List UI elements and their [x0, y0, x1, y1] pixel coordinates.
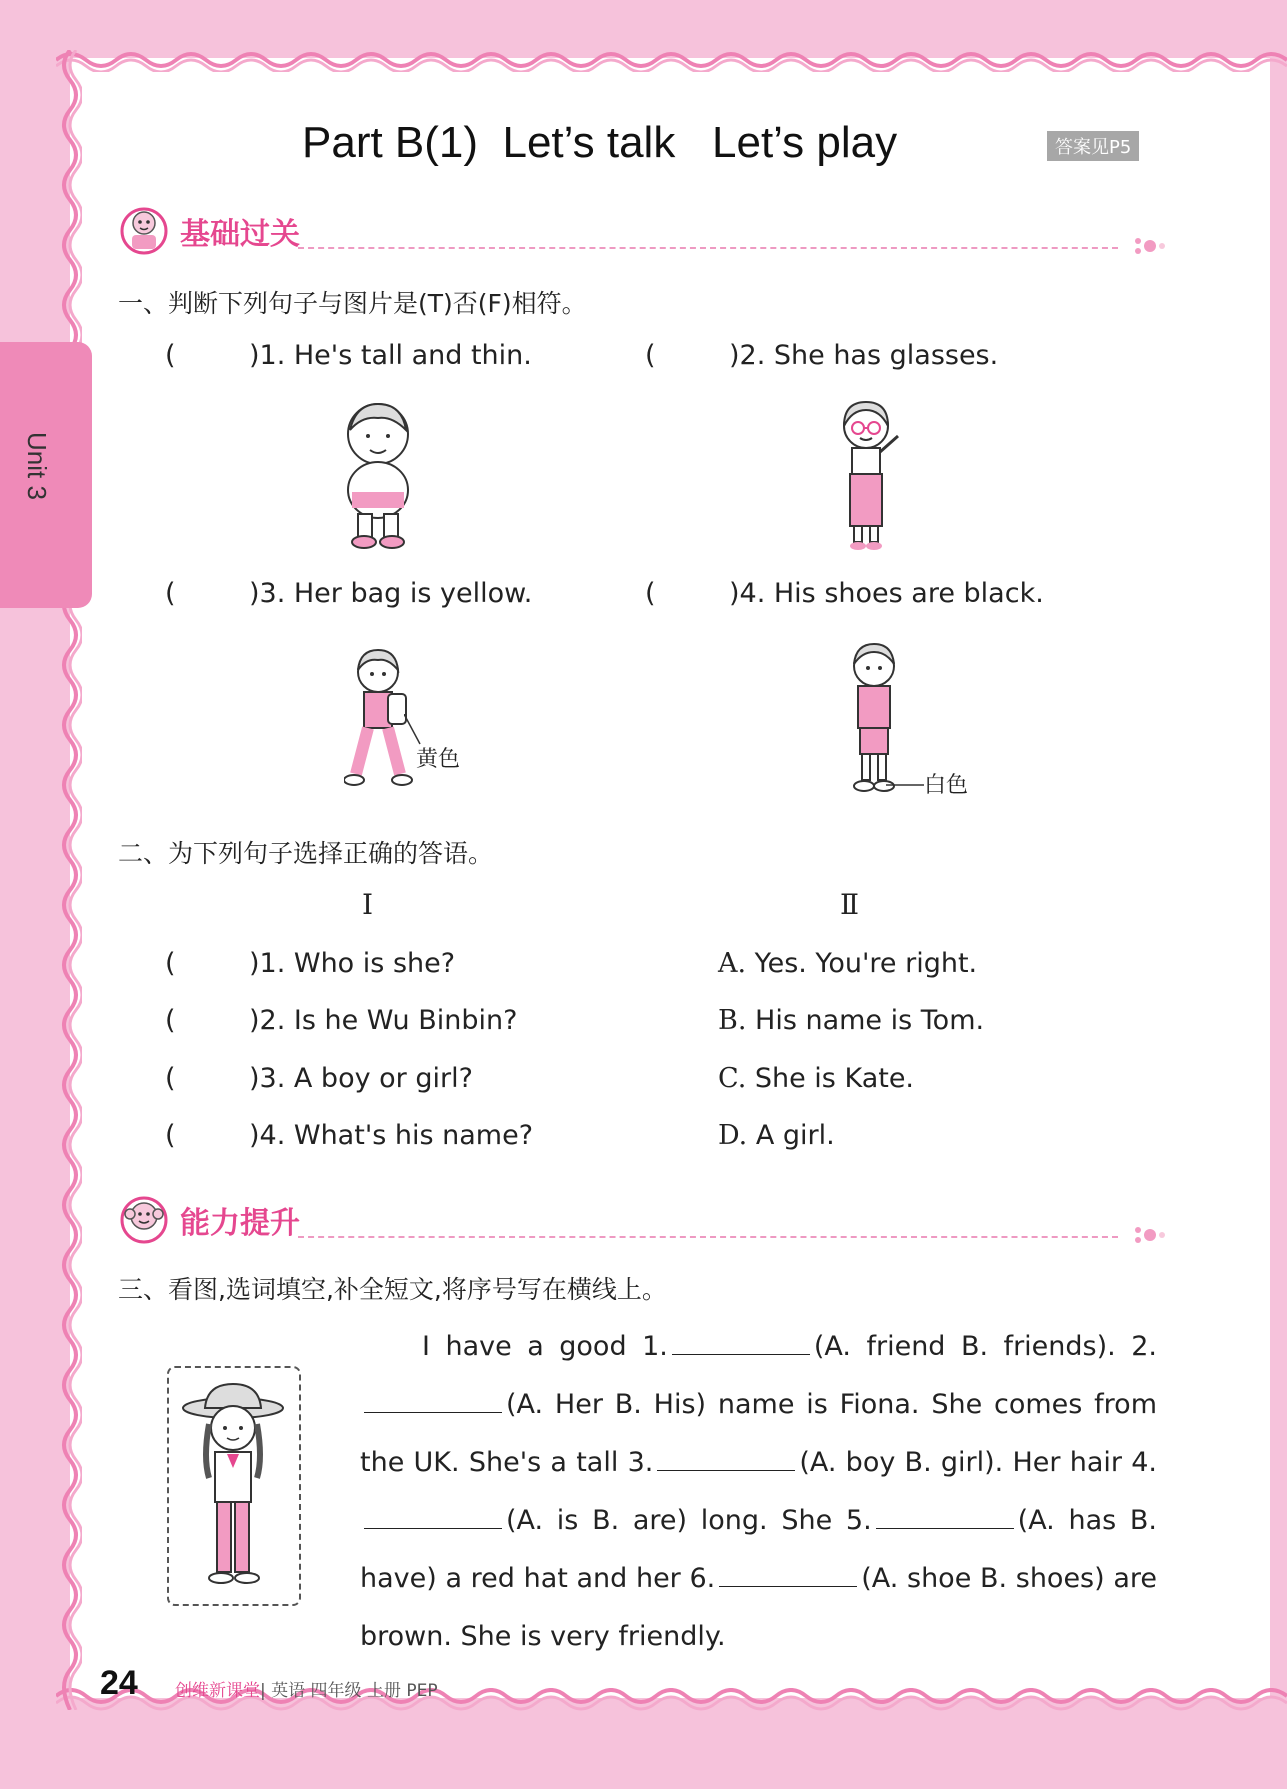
- option-text: Yes. You're right.: [746, 948, 978, 979]
- fiona-with-hat-illustration: [169, 1368, 299, 1604]
- passage-text: (A. Her B. His) name is Fiona. She comes from the UK. She's a tall 3.: [360, 1389, 1157, 1478]
- section-header-basic: [118, 203, 1158, 257]
- option-text: A girl.: [747, 1120, 835, 1151]
- blank-6[interactable]: [719, 1562, 857, 1587]
- answer-paren[interactable]: (: [645, 578, 656, 609]
- passage-text: (A. shoe B. shoes) are brown. She is very friendly.: [360, 1563, 1157, 1652]
- wavy-border-top: [56, 46, 1287, 72]
- cloze-passage: [360, 1318, 1157, 1666]
- passage-text: (A. is B. are) long. She 5.: [506, 1505, 872, 1536]
- q2-answer-d: [718, 1120, 835, 1151]
- dashed-divider: [298, 1236, 1118, 1238]
- q1-item-4-text: )4. His shoes are black.: [729, 578, 1044, 609]
- q1-item-1: [165, 340, 532, 371]
- footer-brand: 创维新课堂: [175, 1681, 260, 1701]
- fiona-picture-frame: [167, 1366, 301, 1606]
- passage-text: (A. boy B. girl). Her hair 4.: [799, 1447, 1157, 1478]
- page-number: 24: [100, 1664, 138, 1702]
- boy-in-shorts-illustration: [846, 640, 906, 796]
- option-letter: C.: [718, 1063, 747, 1094]
- q2-question-2-text: )2. Is he Wu Binbin?: [249, 1005, 518, 1036]
- dots-decoration: [1133, 237, 1167, 255]
- answer-reference-badge: 答案见P5: [1047, 131, 1139, 161]
- q2-question-4-text: )4. What's his name?: [249, 1120, 534, 1151]
- answer-paren[interactable]: (: [165, 578, 176, 609]
- section-header-advanced: [118, 1192, 1158, 1246]
- unit-side-tab: [0, 342, 92, 608]
- q1-item-3: [165, 578, 532, 609]
- option-text: His name is Tom.: [746, 1005, 985, 1036]
- pointer-line: [886, 780, 926, 790]
- passage-text: I have a good 1.: [422, 1331, 668, 1362]
- white-label: 白色: [924, 773, 969, 798]
- blank-3[interactable]: [657, 1446, 795, 1471]
- yellow-label: 黄色: [416, 747, 461, 772]
- q2-answer-b: [718, 1005, 984, 1036]
- wavy-border-left: [52, 50, 82, 1710]
- answer-paren[interactable]: (: [165, 948, 176, 979]
- blank-4[interactable]: [364, 1504, 502, 1529]
- q2-answer-c: [718, 1063, 914, 1094]
- passage-text: (A. has B. have) a red hat and her 6.: [360, 1505, 1157, 1594]
- blank-5[interactable]: [876, 1504, 1014, 1529]
- answer-paren[interactable]: (: [645, 340, 656, 371]
- q1-item-2: [645, 340, 998, 371]
- monkey-face-icon: [118, 1192, 174, 1246]
- kid-face-icon: [118, 203, 174, 257]
- passage-text: (A. friend B. friends).: [813, 1331, 1116, 1362]
- q1-heading: 一、判断下列句子与图片是(T)否(F)相符。: [118, 289, 587, 318]
- q3-heading: 三、看图,选词填空,补全短文,将序号写在横线上。: [118, 1275, 667, 1304]
- section-title-advanced: 能力提升: [180, 1206, 300, 1241]
- q1-item-1-text: )1. He's tall and thin.: [249, 340, 532, 371]
- option-letter: B.: [718, 1005, 747, 1036]
- column-header-I: Ⅰ: [362, 888, 374, 921]
- answer-paren[interactable]: (: [165, 1120, 176, 1151]
- passage-text: 2.: [1131, 1331, 1157, 1362]
- dashed-divider: [298, 247, 1118, 249]
- q2-heading: 二、为下列句子选择正确的答语。: [118, 839, 494, 868]
- answer-paren[interactable]: (: [165, 1063, 176, 1094]
- dots-decoration: [1133, 1226, 1167, 1244]
- q1-item-3-text: )3. Her bag is yellow.: [249, 578, 533, 609]
- q2-question-2: [165, 1005, 517, 1036]
- girl-with-glasses-illustration: [836, 398, 912, 554]
- option-letter: A.: [718, 948, 747, 979]
- q2-question-4: [165, 1120, 533, 1151]
- answer-paren[interactable]: (: [165, 340, 176, 371]
- q2-question-3: [165, 1063, 473, 1094]
- section-title-basic: 基础过关: [180, 217, 300, 252]
- chubby-boy-illustration: [340, 400, 416, 552]
- q2-question-1-text: )1. Who is she?: [249, 948, 456, 979]
- q2-question-3-text: )3. A boy or girl?: [249, 1063, 473, 1094]
- option-letter: D.: [718, 1120, 748, 1151]
- footer-details: | 英语 四年级 上册 PEP: [260, 1681, 438, 1701]
- answer-paren[interactable]: (: [165, 1005, 176, 1036]
- q2-answer-a: [718, 948, 977, 979]
- q2-question-1: [165, 948, 455, 979]
- column-header-II: Ⅱ: [840, 888, 860, 921]
- footer-info: [175, 1676, 438, 1701]
- blank-2[interactable]: [364, 1388, 502, 1413]
- q1-item-2-text: )2. She has glasses.: [729, 340, 999, 371]
- q1-item-4: [645, 578, 1044, 609]
- unit-label: Unit 3: [22, 432, 52, 500]
- option-text: She is Kate.: [746, 1063, 915, 1094]
- page-title: Part B(1) Let’s talk Let’s play: [302, 118, 898, 167]
- blank-1[interactable]: [672, 1330, 810, 1355]
